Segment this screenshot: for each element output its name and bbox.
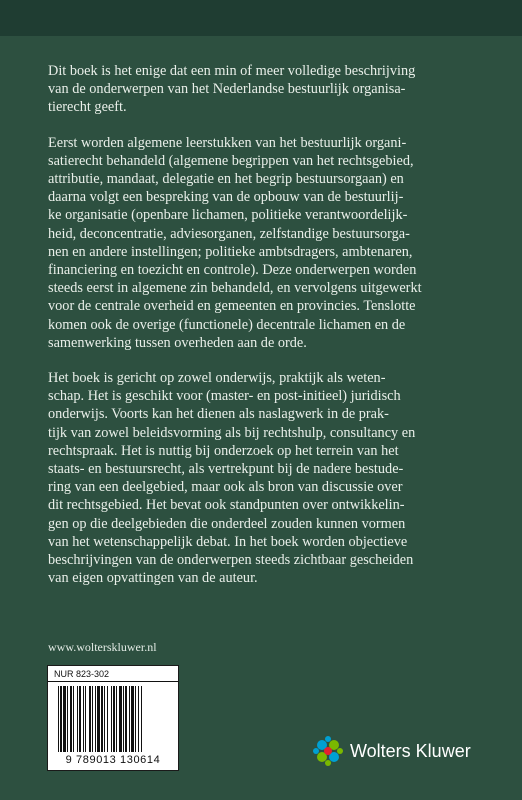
wolters-kluwer-logo-icon [312, 735, 344, 767]
text-line: tijk van zowel beleidsvorming als bij rechtshulp, consultancy en [48, 424, 416, 441]
text-line: financiering en toezicht en controle). Deze onderwerpen worden [48, 262, 417, 279]
text-line: dit rechtsgebied. Het bevat ook standpunten over ontwikkelin- [48, 497, 405, 514]
text-line: onderwijs. Voorts kan het dienen als naslagwerk in de prak- [48, 406, 389, 423]
text-line: steeds eerst in algemene zin behandeld, en vervolgens uitgewerkt [48, 280, 422, 297]
text-line: Eerst worden algemene leerstukken van het bestuurlijk organi- [48, 134, 407, 151]
text-line: satierecht behandeld (algemene begrippen van het rechtsgebied, [48, 152, 414, 169]
text-line: tierecht geeft. [48, 99, 127, 116]
isbn-number: 9 789013 130614 [65, 754, 161, 766]
barcode [58, 686, 168, 752]
text-line: van de onderwerpen van het Nederlandse bestuurlijk organisa- [48, 81, 406, 98]
top-band [0, 0, 522, 36]
text-line: beschrijvingen van de onderwerpen steeds zichtbaar gescheiden [48, 552, 414, 569]
text-line: van eigen opvattingen van de auteur. [48, 570, 258, 587]
text-line: gen op die deelgebieden die onderdeel zouden kunnen vormen [48, 515, 406, 532]
text-line: ring van een deelgebied, maar ook als bron van discussie over [48, 479, 403, 496]
text-line: staats- en bestuursrecht, als vertrekpunt bij de nadere bestude- [48, 461, 404, 478]
barcode-label [47, 665, 179, 771]
text-line: daarna volgt een bespreking van de opbouw van de bestuurlij- [48, 189, 404, 206]
nur-code: NUR 823-302 [54, 669, 110, 679]
divider [48, 681, 178, 682]
text-line: ke organisatie (openbare lichamen, politieke verantwoordelijk- [48, 207, 408, 224]
text-line: attributie, mandaat, delegatie en het begrip bestuursorgaan) en [48, 171, 404, 188]
paragraph-contents [48, 134, 484, 352]
text-line: heid, deconcentratie, adviesorganen, zelfstandige bestuursorga- [48, 225, 410, 242]
text-line: nen en andere instellingen; politieke ambtsdragers, ambtenaren, [48, 243, 413, 260]
text-line: samenwerking tussen overheden aan de orde. [48, 334, 307, 351]
paragraph-audience [48, 369, 484, 587]
text-line: van het wetenschappelijk debat. In het boek worden objectieve [48, 533, 408, 550]
text-line: Dit boek is het enige dat een min of meer volledige beschrijving [48, 63, 416, 79]
paragraph-intro [48, 62, 484, 117]
text-line: rechtspraak. Het is nuttig bij onderzoek op het terrein van het [48, 442, 399, 459]
text-line: Het boek is gericht op zowel onderwijs, praktijk als weten- [48, 370, 386, 387]
publisher-brand [312, 734, 471, 768]
text-line: komen ook de overige (functionele) decentrale lichamen en de [48, 316, 406, 333]
text-line: voor de centrale overheid en gemeenten en provincies. Tenslotte [48, 298, 416, 315]
text-line: schap. Het is geschikt voor (master- en post-initieel) juridisch [48, 388, 401, 405]
brand-name: Wolters Kluwer [350, 740, 471, 761]
back-cover-text [48, 62, 484, 604]
website-url: www.wolterskluwer.nl [48, 640, 157, 654]
